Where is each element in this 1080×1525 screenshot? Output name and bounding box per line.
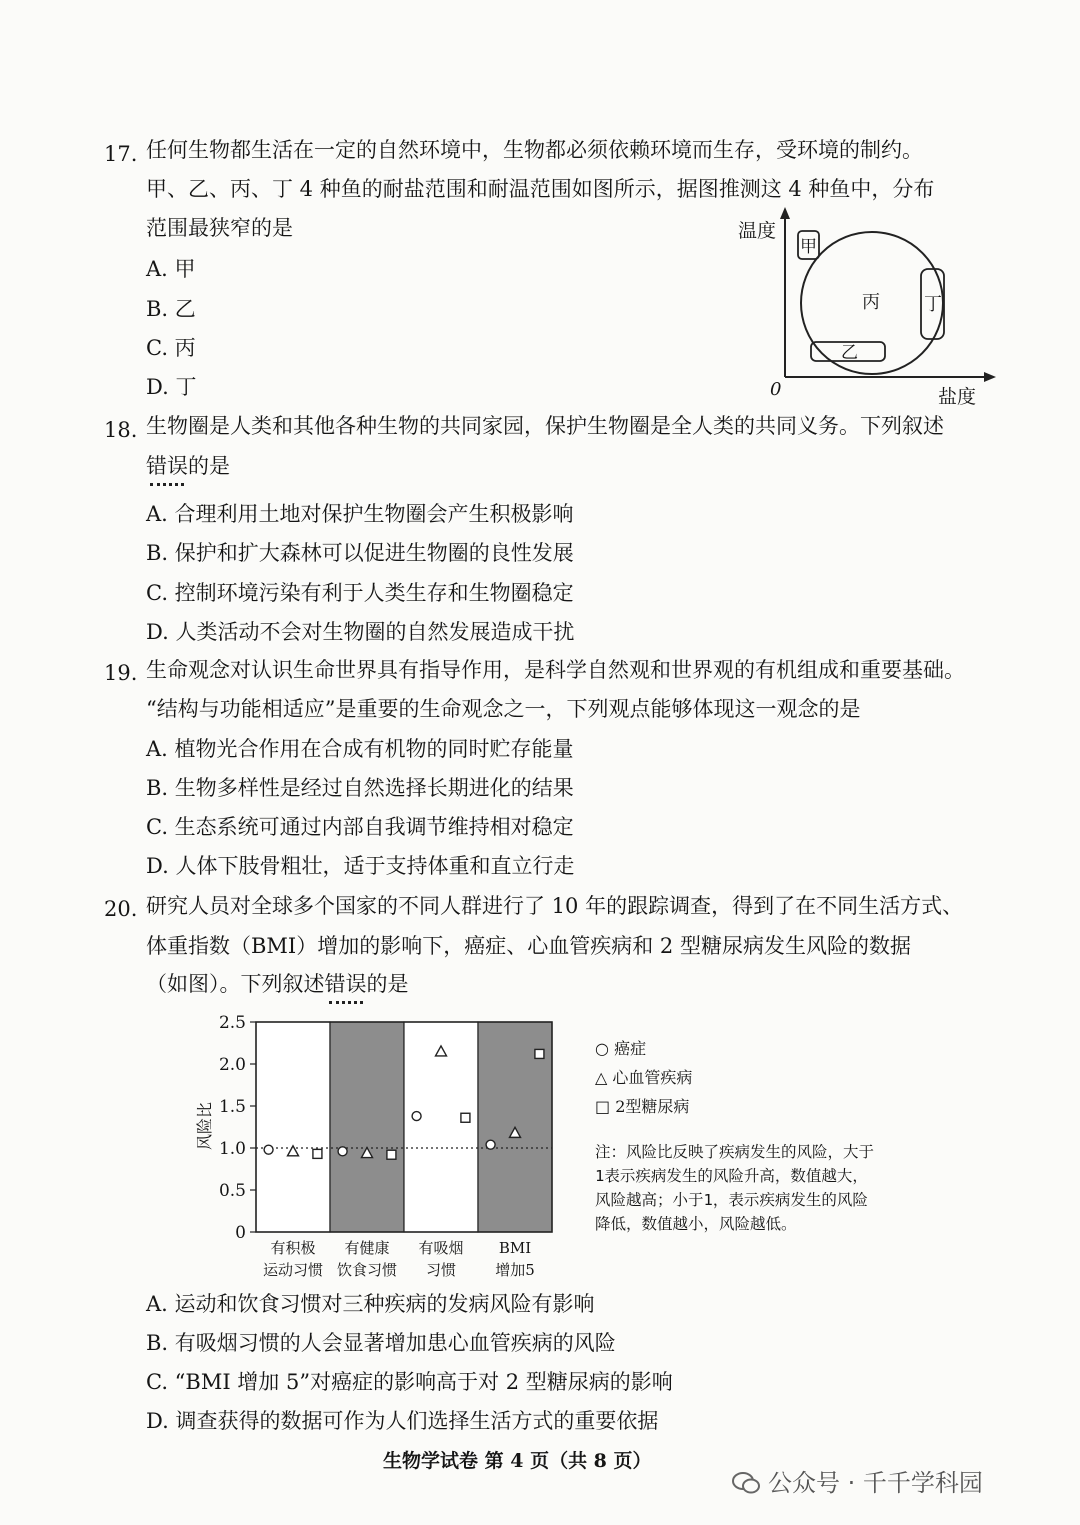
category-band-1 [330, 1022, 404, 1232]
point-circle-3 [486, 1140, 495, 1149]
legend-item-cardio [595, 1065, 692, 1088]
q17-x-label: 盐度 [938, 386, 977, 408]
watermark-text: 公众号 · 千千学科园 [768, 1469, 983, 1497]
q20-option-d: D. 调查获得的数据可作为人们选择生活方式的重要依据 [146, 1409, 659, 1433]
x-category-label: 习惯 [425, 1261, 457, 1279]
point-circle-1 [338, 1147, 347, 1156]
q17-option-d: D. 丁 [146, 375, 197, 399]
point-circle-2 [412, 1112, 421, 1121]
watermark [732, 1463, 983, 1498]
q18-option-c: C. 控制环境污染有利于人类生存和生物圈稳定 [146, 581, 574, 605]
legend-label-cancer: 癌症 [614, 1039, 647, 1058]
q20-stem-line1: 研究人员对全球多个国家的不同人群进行了 10 年的跟踪调查，得到了在不同生活方式、 [146, 894, 964, 918]
q17-stem-line2: 甲、乙、丙、丁 4 种鱼的耐盐范围和耐温范围如图所示，据图推测这 4 种鱼中，分布 [146, 177, 935, 201]
q20-option-c: C. “BMI 增加 5”对癌症的影响高于对 2 型糖尿病的影响 [146, 1370, 673, 1394]
legend-item-cancer [595, 1036, 646, 1059]
chart-note: 注：风险比反映了疾病发生的风险，大于1表示疾病发生的风险升高，数值越大，风险越高；小于1，表示疾病发生的风险降低，数值越小，风险越低。 [595, 1143, 875, 1233]
q20-stem-lead: （如图）。下列叙述 [146, 972, 325, 996]
q18-stem-tail: 的是 [188, 454, 230, 478]
q20-stem-line3 [146, 970, 409, 998]
page-footer: 生物学试卷 第 4 页（共 8 页） [383, 1450, 652, 1472]
q20-option-a: A. 运动和饮食习惯对三种疾病的发病风险有影响 [146, 1292, 595, 1316]
wechat-icon [732, 1472, 760, 1494]
point-circle-0 [264, 1145, 273, 1154]
square-marker-icon: □ [595, 1097, 611, 1116]
x-category-label: 增加5 [495, 1261, 535, 1279]
y-tick-label: 0 [235, 1223, 246, 1243]
x-category-label: 有健康 [344, 1239, 390, 1257]
q17-stem-line1: 任何生物都生活在一定的自然环境中，生物都必须依赖环境而生存，受环境的制约。 [146, 138, 923, 162]
q18-option-d: D. 人类活动不会对生物圈的自然发展造成干扰 [146, 620, 575, 644]
q17-figure [730, 205, 1000, 410]
point-square-2 [461, 1113, 470, 1122]
x-category-label: 运动习惯 [262, 1261, 324, 1279]
q17-option-a: A. 甲 [146, 257, 196, 281]
q19-option-a: A. 植物光合作用在合成有机物的同时贮存能量 [146, 737, 574, 761]
q19-stem-line2: “结构与功能相适应”是重要的生命观念之一，下列观点能够体现这一观念的是 [146, 697, 861, 721]
legend-label-cardio: 心血管疾病 [612, 1068, 693, 1087]
q17-label-jia: 甲 [800, 237, 817, 257]
q19-option-d: D. 人体下肢骨粗壮，适于支持体重和直立行走 [146, 854, 575, 878]
x-category-label: 有积极 [270, 1239, 316, 1257]
q17-label-yi: 乙 [841, 343, 858, 363]
q18-stem-line2 [146, 452, 230, 480]
legend-item-diabetes [595, 1094, 689, 1117]
q17-stem-line3: 范围最狭窄的是 [146, 216, 293, 240]
q18-emphasis: 错误 [146, 454, 188, 478]
q17-label-ding: 丁 [924, 294, 942, 315]
q19-stem-line1: 生命观念对认识生命世界具有指导作用，是科学自然观和世界观的有机组成和重要基础。 [146, 658, 965, 682]
q18-number: 18. [104, 418, 138, 442]
q18-stem-line1: 生物圈是人类和其他各种生物的共同家园，保护生物圈是全人类的共同义务。下列叙述 [146, 414, 944, 438]
legend-label-diabetes: 2型糖尿病 [615, 1097, 690, 1116]
q17-label-bing: 丙 [862, 292, 880, 313]
x-category-label: 有吸烟 [418, 1239, 464, 1257]
triangle-marker-icon: △ [595, 1068, 608, 1087]
category-band-0 [256, 1022, 330, 1232]
x-category-label: BMI [498, 1239, 532, 1257]
x-category-label: 饮食习惯 [336, 1261, 398, 1279]
q20-stem-tail: 的是 [366, 972, 409, 996]
q19-option-b: B. 生物多样性是经过自然选择长期进化的结果 [146, 776, 574, 800]
q20-emphasis: 错误 [324, 972, 367, 996]
q19-number: 19. [104, 661, 138, 685]
q17-number: 17. [104, 142, 138, 166]
point-square-1 [387, 1150, 396, 1159]
q19-option-c: C. 生态系统可通过内部自我调节维持相对稳定 [146, 815, 574, 839]
y-tick-label: 1.0 [218, 1139, 246, 1159]
q20-option-b: B. 有吸烟习惯的人会显著增加患心血管疾病的风险 [146, 1331, 616, 1355]
q17-origin: 0 [770, 379, 782, 400]
point-square-0 [313, 1149, 322, 1158]
q20-chart [190, 1008, 570, 1283]
y-tick-label: 0.5 [218, 1181, 246, 1201]
circle-marker-icon: ○ [595, 1039, 609, 1058]
q18-option-a: A. 合理利用土地对保护生物圈会产生积极影响 [146, 502, 574, 526]
y-tick-label: 2.0 [218, 1055, 246, 1075]
q18-option-b: B. 保护和扩大森林可以促进生物圈的良性发展 [146, 541, 574, 565]
y-tick-label: 2.5 [218, 1013, 246, 1033]
y-tick-label: 1.5 [218, 1097, 246, 1117]
q17-y-label: 温度 [738, 220, 777, 242]
q20-stem-line2: 体重指数（BMI）增加的影响下，癌症、心血管疾病和 2 型糖尿病发生风险的数据 [146, 934, 911, 958]
q17-option-c: C. 丙 [146, 336, 196, 360]
y-axis-label: 风险比 [195, 1101, 214, 1151]
point-square-3 [535, 1049, 544, 1058]
q17-option-b: B. 乙 [146, 297, 196, 321]
q20-number: 20. [104, 897, 138, 921]
